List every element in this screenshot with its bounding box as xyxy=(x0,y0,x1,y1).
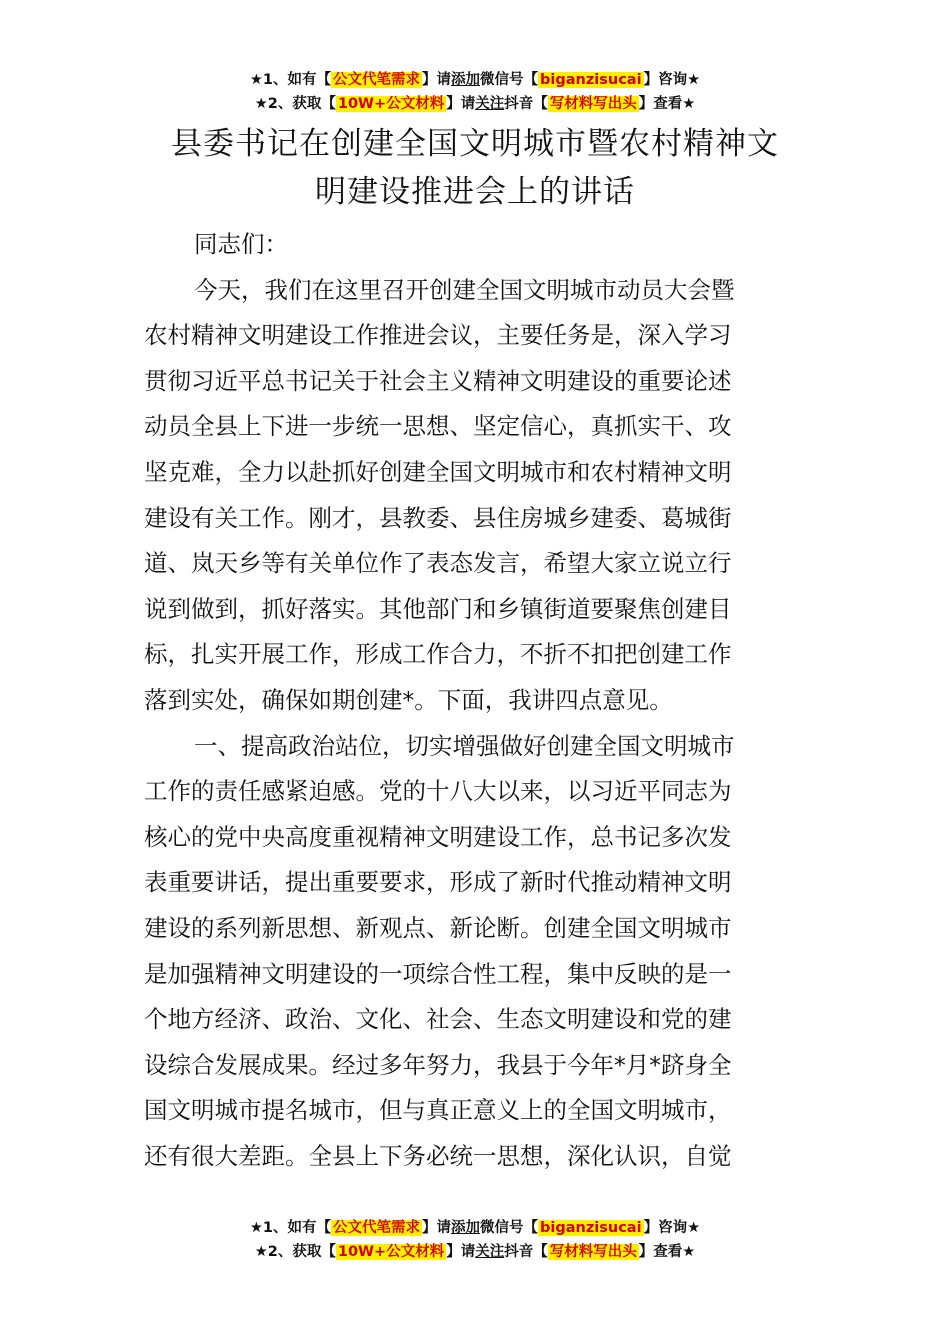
promo-text: 】请 xyxy=(422,72,452,88)
promo-underlined-text: 添加 xyxy=(451,72,481,88)
promo-underlined-text: 关注 xyxy=(475,96,505,112)
promo-header xyxy=(0,68,950,116)
promo-footer xyxy=(0,1216,950,1264)
promo-underlined-text: 添加 xyxy=(451,1220,481,1236)
title-line: 县委书记在创建全国文明城市暨农村精神文 xyxy=(171,126,779,162)
promo-text: 】请 xyxy=(422,1220,452,1236)
paragraph-line: 坚克难，全力以赴抓好创建全国文明城市和农村精神文明 xyxy=(144,457,732,486)
promo-highlight-service: 公文代笔需求 xyxy=(333,1220,421,1236)
paragraph-line: 工作的责任感紧迫感。党的十八大以来，以习近平同志为 xyxy=(144,777,732,806)
promo-text: ★2、获取【 xyxy=(254,1244,336,1260)
promo-line-1 xyxy=(0,1216,950,1240)
promo-text: ★2、获取【 xyxy=(254,96,336,112)
promo-highlight-materials: 10W+公文材料 xyxy=(337,1244,445,1260)
promo-text: 】查看★ xyxy=(638,1244,696,1260)
promo-text: 抖音【 xyxy=(504,96,548,112)
promo-highlight-wechat-id: biganzisucai xyxy=(540,72,642,88)
paragraph-line: 国文明城市提名城市，但与真正意义上的全国文明城市， xyxy=(144,1096,732,1125)
promo-line-1 xyxy=(0,68,950,92)
salutation-text: 同志们： xyxy=(194,230,288,258)
paragraph-2 xyxy=(144,724,814,1180)
document-body xyxy=(144,222,814,1179)
promo-text: 微信号【 xyxy=(480,1220,539,1236)
paragraph-line: 设综合发展成果。经过多年努力，我县于今年*月*跻身全 xyxy=(144,1050,732,1079)
document-title xyxy=(120,120,830,216)
paragraph-line: 动员全县上下进一步统一思想、坚定信心，真抓实干、攻 xyxy=(144,412,732,441)
promo-highlight-wechat-id: biganzisucai xyxy=(540,1220,642,1236)
promo-underlined-text: 关注 xyxy=(475,1244,505,1260)
paragraph-line: 标，扎实开展工作，形成工作合力，不折不扣把创建工作 xyxy=(144,640,732,669)
promo-line-2 xyxy=(0,1240,950,1264)
promo-text: 】查看★ xyxy=(638,96,696,112)
promo-text: ★1、如有【 xyxy=(249,1220,332,1236)
promo-text: 微信号【 xyxy=(480,72,539,88)
paragraph-line: 一、提高政治站位，切实增强做好创建全国文明城市 xyxy=(194,731,735,760)
promo-text: 】请 xyxy=(446,1244,476,1260)
paragraph-line: 道、岚天乡等有关单位作了表态发言，希望大家立说立行 xyxy=(144,549,732,578)
paragraph-line: 个地方经济、政治、文化、社会、生态文明建设和党的建 xyxy=(144,1005,732,1034)
paragraph-line: 还有很大差距。全县上下务必统一思想，深化认识，自觉 xyxy=(144,1141,732,1170)
paragraph-line: 表重要讲话，提出重要要求，形成了新时代推动精神文明 xyxy=(144,868,732,897)
promo-text: 抖音【 xyxy=(504,1244,548,1260)
paragraph-line: 核心的党中央高度重视精神文明建设工作，总书记多次发 xyxy=(144,822,732,851)
promo-highlight-service: 公文代笔需求 xyxy=(333,72,421,88)
promo-text: 】咨询★ xyxy=(643,72,701,88)
promo-highlight-douyin-account: 写材料写出头 xyxy=(549,96,637,112)
promo-text: ★1、如有【 xyxy=(249,72,332,88)
salutation xyxy=(144,222,814,268)
promo-text: 】请 xyxy=(446,96,476,112)
paragraph-line: 说到做到，抓好落实。其他部门和乡镇街道要聚焦创建目 xyxy=(144,594,732,623)
title-line: 明建设推进会上的讲话 xyxy=(315,174,635,210)
paragraph-line: 建设的系列新思想、新观点、新论断。创建全国文明城市 xyxy=(144,913,732,942)
promo-line-2 xyxy=(0,92,950,116)
paragraph-line: 今天，我们在这里召开创建全国文明城市动员大会暨 xyxy=(194,275,735,304)
paragraph-line: 建设有关工作。刚才，县教委、县住房城乡建委、葛城街 xyxy=(144,503,732,532)
paragraph-1 xyxy=(144,268,814,724)
promo-text: 】咨询★ xyxy=(643,1220,701,1236)
promo-highlight-douyin-account: 写材料写出头 xyxy=(549,1244,637,1260)
paragraph-line: 落到实处，确保如期创建*。下面，我讲四点意见。 xyxy=(144,685,673,714)
paragraph-line: 农村精神文明建设工作推进会议，主要任务是，深入学习 xyxy=(144,321,732,350)
paragraph-line: 贯彻习近平总书记关于社会主义精神文明建设的重要论述 xyxy=(144,366,732,395)
promo-highlight-materials: 10W+公文材料 xyxy=(337,96,445,112)
paragraph-line: 是加强精神文明建设的一项综合性工程，集中反映的是一 xyxy=(144,959,732,988)
